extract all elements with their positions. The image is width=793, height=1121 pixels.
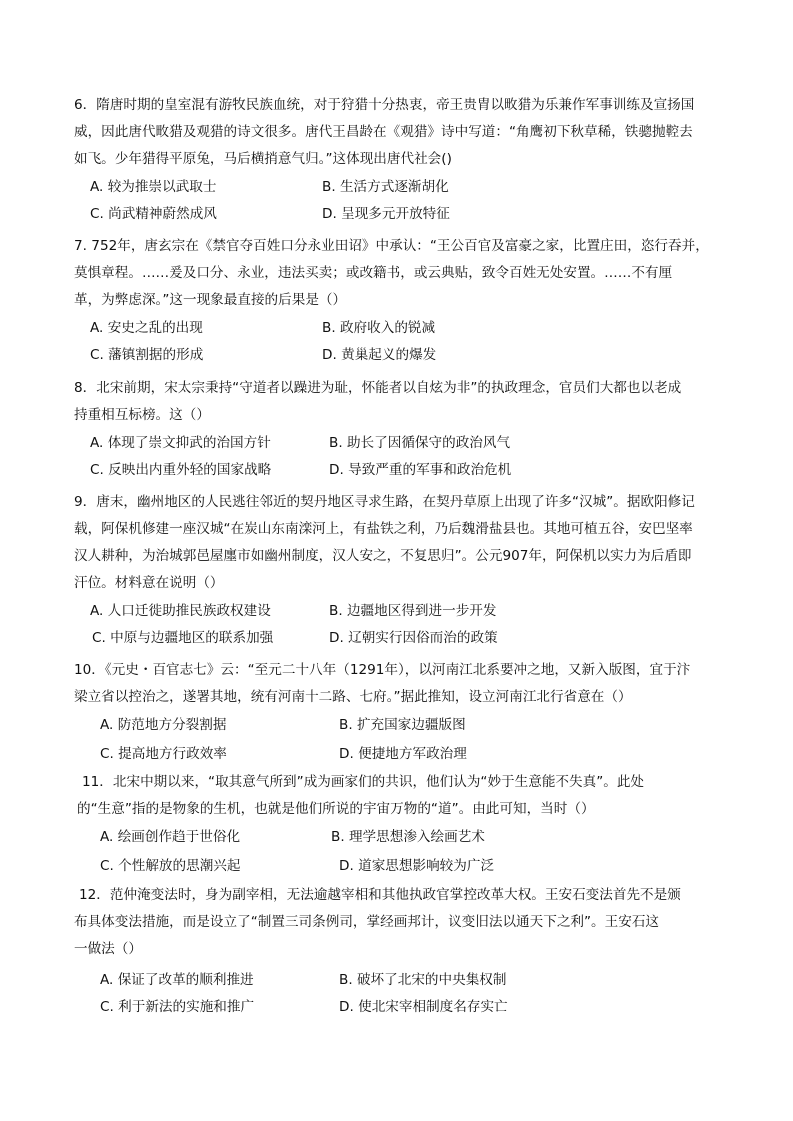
question-11-line-1: 11．北宋中期以来，“取其意气所到”成为画家们的共识，他们认为“妙于生意能不失真”。此处	[82, 774, 645, 790]
question-10-option-a[interactable]: A. 防范地方分裂割据	[100, 717, 227, 733]
question-10-option-b[interactable]: B. 扩充国家边疆版图	[339, 717, 466, 733]
question-7-option-d[interactable]: D. 黄巢起义的爆发	[322, 347, 437, 363]
question-7-option-c[interactable]: C. 藩镇割据的形成	[90, 347, 204, 363]
question-7-option-b[interactable]: B. 政府收入的锐减	[322, 320, 436, 336]
question-11-line-2: 的“生意”指的是物象的生机，也就是他们所说的宇宙万物的“道”。由此可知，当时（）	[77, 801, 595, 817]
question-12-option-a[interactable]: A. 保证了改革的顺利推进	[100, 972, 254, 988]
question-10-line-1: 10．《元史・百官志七》云：“至元二十八年（1291年），以河南江北系要冲之地，又新入版图，宜于汴	[74, 662, 691, 678]
question-9-line-2: 载，阿保机修建一座汉城“在炭山东南滦河上，有盐铁之利，乃后魏滑盐县也。其地可植五谷，安巴坚率	[74, 521, 693, 537]
question-9-line-4: 汗位。材料意在说明（）	[74, 575, 224, 591]
question-12-option-d[interactable]: D. 使北宋宰相制度名存实亡	[339, 999, 508, 1015]
question-12-option-c[interactable]: C. 利于新法的实施和推广	[100, 999, 255, 1015]
question-9-option-d[interactable]: D. 辽朝实行因俗而治的政策	[329, 630, 498, 646]
question-9-option-a[interactable]: A. 人口迁徙助推民族政权建设	[90, 603, 271, 619]
question-6-line-1: 6．隋唐时期的皇室混有游牧民族血统，对于狩猎十分热衷，帝王贵胄以畋猎为乐兼作军事训练及宣扬国	[74, 97, 695, 113]
question-7-option-a[interactable]: A. 安史之乱的出现	[90, 320, 203, 336]
question-8-option-c[interactable]: C. 反映出内重外轻的国家战略	[90, 462, 272, 478]
question-12-line-1: 12．范仲淹变法时，身为副宰相，无法逾越宰相和其他执政官掌控改革大权。王安石变法首先不是颁	[79, 887, 681, 903]
question-6-option-d[interactable]: D. 呈现多元开放特征	[322, 206, 450, 222]
question-10-line-2: 梁立省以控治之，遂署其地，统有河南十二路、七府。”据此推知，设立河南江北行省意在（）	[74, 689, 632, 705]
question-12-line-2: 布具体变法措施，而是设立了“制置三司条例司，掌经画邦计，议变旧法以通天下之利”。王安石这	[74, 914, 660, 930]
question-7-line-3: 革，为弊虑深。”这一现象最直接的后果是（）	[74, 292, 347, 308]
question-9-line-1: 9．唐末，幽州地区的人民逃往邻近的契丹地区寻求生路，在契丹草原上出现了许多“汉城”。据欧阳修记	[74, 494, 695, 510]
question-6-line-3: 如飞。少年猎得平原兔，马后横捎意气归。”这体现出唐代社会()	[74, 151, 452, 167]
question-6-option-c[interactable]: C. 尚武精神蔚然成风	[90, 206, 217, 222]
question-9-option-b[interactable]: B. 边疆地区得到进一步开发	[329, 603, 497, 619]
question-11-option-d[interactable]: D. 道家思想影响较为广泛	[339, 858, 495, 874]
question-6-line-2: 威，因此唐代畋猎及观猎的诗文很多。唐代王昌龄在《观猎》诗中写道：“角鹰初下秋草稀，铁骢抛鞚去	[74, 124, 693, 140]
question-8-option-b[interactable]: B. 助长了因循保守的政治风气	[329, 435, 511, 451]
question-8-option-a[interactable]: A. 体现了崇文抑武的治国方针	[90, 435, 271, 451]
question-7-line-2: 莫惧章程。……爰及口分、永业，违法买卖；或改籍书，或云典贴，致令百姓无处安置。……不有厘	[74, 265, 673, 281]
question-6-option-b[interactable]: B. 生活方式逐渐胡化	[322, 179, 449, 195]
question-8-line-1: 8．北宋前期，宋太宗秉持“守道者以躁进为耻，怀能者以自炫为非”的执政理念，官员们大都也以老成	[74, 380, 682, 396]
question-11-option-c[interactable]: C. 个性解放的思潮兴起	[100, 858, 241, 874]
question-12-option-b[interactable]: B. 破坏了北宋的中央集权制	[339, 972, 507, 988]
question-12-line-3: 一做法（）	[74, 941, 142, 957]
question-8-line-2: 持重相互标榜。这（）	[74, 407, 210, 423]
question-10-option-d[interactable]: D. 便捷地方军政治理	[339, 746, 467, 762]
question-8-option-d[interactable]: D. 导致严重的军事和政治危机	[329, 462, 512, 478]
question-11-option-a[interactable]: A. 绘画创作趋于世俗化	[100, 829, 241, 845]
question-7-line-1: 7. 752年，唐玄宗在《禁官夺百姓口分永业田诏》中承认：“王公百官及富豪之家，比置庄田，恣行吞并，	[74, 238, 709, 254]
question-9-line-3: 汉人耕种，为治城郭邑屋廛市如幽州制度，汉人安之，不复思归”。公元907年，阿保机以实力为后盾即	[74, 548, 692, 564]
question-11-option-b[interactable]: B. 理学思想渗入绘画艺术	[331, 829, 485, 845]
question-10-option-c[interactable]: C. 提高地方行政效率	[100, 746, 227, 762]
question-6-option-a[interactable]: A. 较为推崇以武取士	[90, 179, 217, 195]
question-9-option-c[interactable]: C. 中原与边疆地区的联系加强	[92, 630, 274, 646]
